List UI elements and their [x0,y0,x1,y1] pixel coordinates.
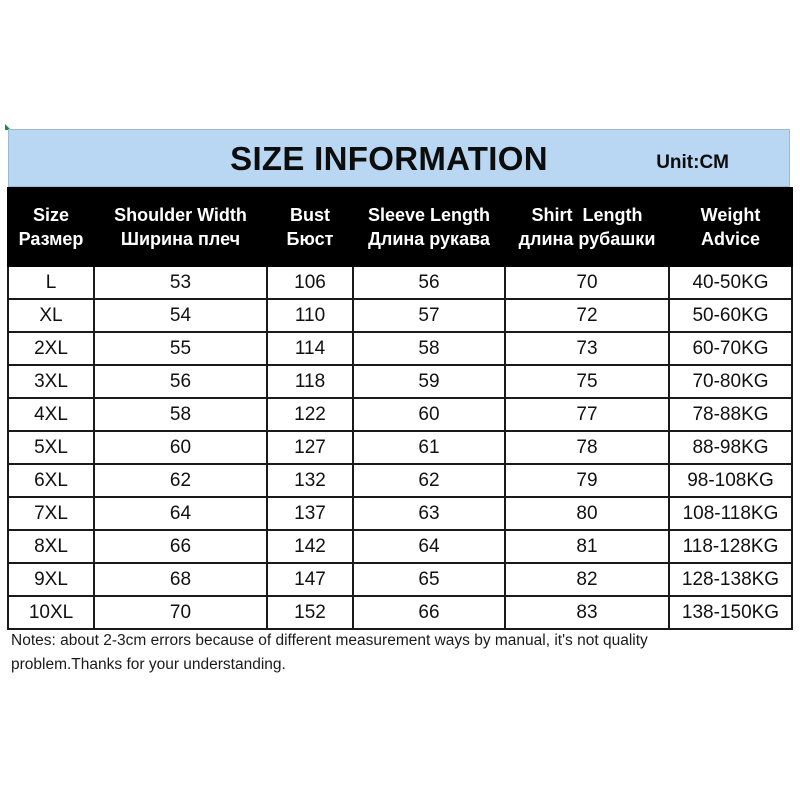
title-band [8,129,790,187]
cell-bust: 127 [267,431,353,464]
cell-shoulder-width: 64 [94,497,267,530]
table-row [8,497,792,530]
cell-weight-advice: 40-50KG [669,266,792,299]
cell-size: 4XL [8,398,94,431]
cell-shoulder-width: 53 [94,266,267,299]
table-header-row [8,188,792,266]
cell-shoulder-width: 55 [94,332,267,365]
page-title: SIZE INFORMATION [230,140,548,177]
cell-sleeve-length: 60 [353,398,505,431]
cell-size: 7XL [8,497,94,530]
cell-sleeve-length: 65 [353,563,505,596]
cell-size: 5XL [8,431,94,464]
cell-weight-advice: 60-70KG [669,332,792,365]
cell-shirt-length: 75 [505,365,669,398]
cell-weight-advice: 70-80KG [669,365,792,398]
cell-sleeve-length: 59 [353,365,505,398]
cell-bust: 152 [267,596,353,629]
cell-shirt-length: 77 [505,398,669,431]
table-body [8,266,792,629]
header-line-en: Size [32,205,70,225]
header-line-ru: длина рубашки [518,229,656,249]
cell-bust: 118 [267,365,353,398]
table-row [8,266,792,299]
notes-line-1: Notes: about 2-3cm errors because of different measurement ways by manual, it's not quality [11,632,648,649]
cell-shirt-length: 78 [505,431,669,464]
cell-shirt-length: 81 [505,530,669,563]
cell-size: XL [8,299,94,332]
table-row [8,530,792,563]
header-line-1: Weight [700,205,761,225]
cell-size: 3XL [8,365,94,398]
table-row [8,596,792,629]
cell-size: 2XL [8,332,94,365]
cell-bust: 114 [267,332,353,365]
cell-weight-advice: 50-60KG [669,299,792,332]
notes-text [11,629,791,677]
cell-sleeve-length: 58 [353,332,505,365]
cell-shirt-length: 80 [505,497,669,530]
cell-size: 9XL [8,563,94,596]
cell-sleeve-length: 63 [353,497,505,530]
cell-sleeve-length: 62 [353,464,505,497]
header-line-ru: Ширина плеч [120,229,241,249]
column-header-shirt-length [505,188,669,266]
cell-shirt-length: 79 [505,464,669,497]
cell-weight-advice: 138-150KG [669,596,792,629]
cell-shoulder-width: 58 [94,398,267,431]
table-row [8,299,792,332]
cell-shoulder-width: 70 [94,596,267,629]
cell-size: L [8,266,94,299]
cell-shoulder-width: 54 [94,299,267,332]
cell-size: 6XL [8,464,94,497]
cell-shirt-length: 70 [505,266,669,299]
column-header-size [8,188,94,266]
cell-size: 10XL [8,596,94,629]
cell-size: 8XL [8,530,94,563]
header-line-en: Bust [290,205,330,225]
notes-line-2: problem.Thanks for your understanding. [11,656,286,673]
column-header-weight-advice [669,188,792,266]
size-table [7,187,793,630]
cell-shoulder-width: 56 [94,365,267,398]
cell-weight-advice: 88-98KG [669,431,792,464]
table-row [8,563,792,596]
cell-bust: 110 [267,299,353,332]
cell-sleeve-length: 57 [353,299,505,332]
cell-bust: 147 [267,563,353,596]
cell-shoulder-width: 66 [94,530,267,563]
cell-bust: 142 [267,530,353,563]
cell-bust: 137 [267,497,353,530]
cell-shirt-length: 82 [505,563,669,596]
table-row [8,431,792,464]
table-row [8,365,792,398]
unit-label: Unit:CM [656,152,729,173]
cell-shoulder-width: 62 [94,464,267,497]
cell-weight-advice: 98-108KG [669,464,792,497]
cell-sleeve-length: 56 [353,266,505,299]
header-line-en: Shirt Length [531,205,643,225]
cell-weight-advice: 128-138KG [669,563,792,596]
cell-shirt-length: 83 [505,596,669,629]
cell-bust: 106 [267,266,353,299]
cell-sleeve-length: 64 [353,530,505,563]
header-line-ru: Размер [18,229,84,249]
cell-shirt-length: 73 [505,332,669,365]
cell-shoulder-width: 68 [94,563,267,596]
column-header-shoulder-width [94,188,267,266]
cell-weight-advice: 78-88KG [669,398,792,431]
header-line-ru: Длина рукава [368,229,490,249]
column-header-bust [267,188,353,266]
column-header-sleeve-length [353,188,505,266]
table-row [8,332,792,365]
cell-weight-advice: 118-128KG [669,530,792,563]
cell-bust: 122 [267,398,353,431]
header-line-ru: Бюст [286,229,334,249]
header-line-en: Shoulder Width [114,205,247,225]
cell-weight-advice: 108-118KG [669,497,792,530]
cell-shoulder-width: 60 [94,431,267,464]
cell-sleeve-length: 61 [353,431,505,464]
header-line-en: Sleeve Length [367,205,491,225]
header-line-2: Advice [700,229,761,249]
cell-bust: 132 [267,464,353,497]
table-row [8,464,792,497]
cell-sleeve-length: 66 [353,596,505,629]
cell-shirt-length: 72 [505,299,669,332]
table-row [8,398,792,431]
